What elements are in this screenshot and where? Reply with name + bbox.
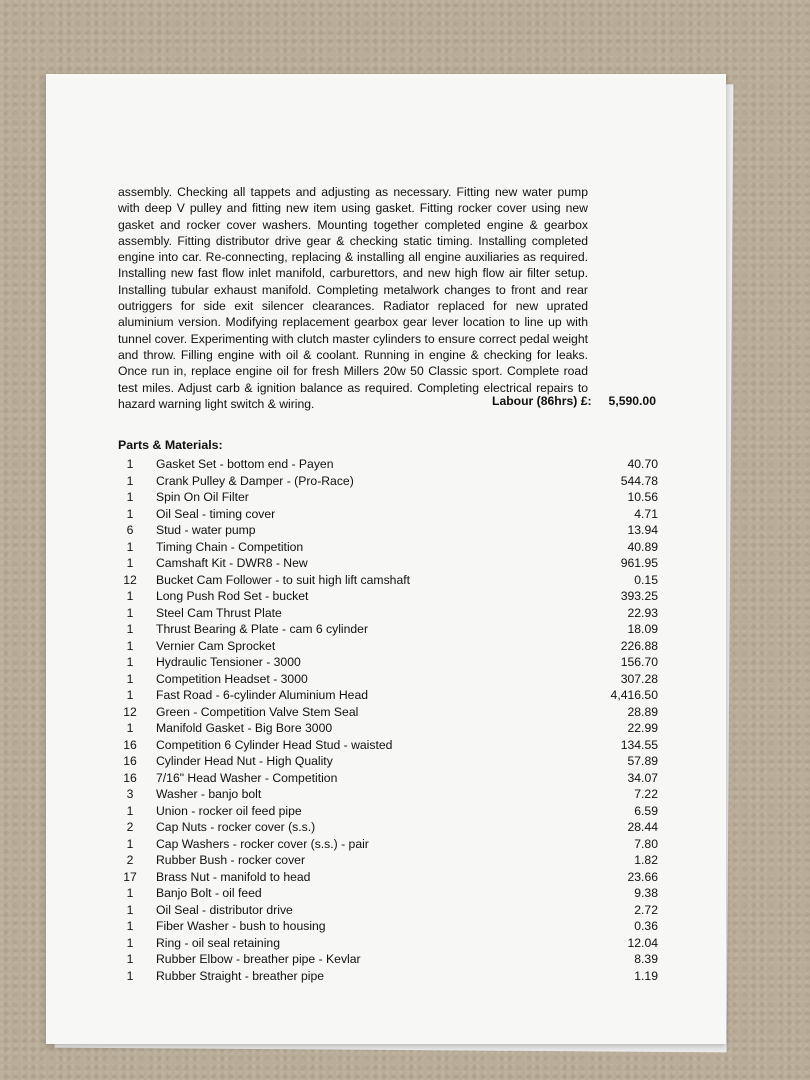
invoice-page	[46, 74, 726, 1044]
part-row	[118, 539, 658, 556]
part-price: 13.94	[627, 523, 658, 537]
part-price: 2.72	[634, 902, 658, 917]
part-price: 4,416.50	[610, 688, 658, 702]
part-price: 28.44	[627, 820, 658, 834]
part-row	[118, 489, 658, 506]
part-description: Rubber Bush - rocker cover	[156, 853, 306, 867]
part-row	[118, 654, 658, 671]
part-price: 307.28	[620, 671, 658, 686]
part-description: Oil Seal - timing cover	[156, 506, 276, 521]
part-row	[118, 836, 658, 853]
part-row	[118, 803, 658, 820]
part-description: Manifold Gasket - Big Bore 3000	[156, 721, 333, 735]
part-qty: 1	[126, 721, 134, 735]
part-row	[118, 671, 658, 688]
part-price: 544.78	[620, 473, 658, 488]
part-row	[118, 572, 658, 589]
part-description: Washer - banjo bolt	[156, 787, 262, 801]
part-price: 134.55	[620, 737, 658, 752]
part-description: Oil Seal - distributor drive	[156, 902, 293, 917]
part-qty: 1	[126, 655, 134, 669]
part-row	[118, 473, 658, 490]
part-row	[118, 456, 658, 473]
part-price: 18.09	[627, 622, 658, 636]
part-row	[118, 506, 658, 523]
part-price: 7.22	[634, 787, 658, 801]
part-qty: 1	[126, 589, 134, 603]
part-row	[118, 753, 658, 770]
part-description: Hydraulic Tensioner - 3000	[156, 655, 301, 669]
part-row	[118, 869, 658, 886]
part-description: 7/16" Head Washer - Competition	[156, 770, 338, 785]
part-price: 28.89	[627, 704, 658, 719]
part-row	[118, 885, 658, 902]
part-description: Cap Nuts - rocker cover (s.s.)	[156, 820, 316, 834]
part-price: 1.82	[634, 853, 658, 867]
part-description: Fiber Washer - bush to housing	[156, 919, 326, 933]
part-qty: 16	[123, 770, 137, 785]
part-description: Competition 6 Cylinder Head Stud - waisted	[156, 737, 393, 752]
part-qty: 1	[126, 457, 134, 471]
part-price: 4.71	[634, 506, 658, 521]
part-description: Brass Nut - manifold to head	[156, 869, 311, 884]
part-price: 22.93	[627, 605, 658, 620]
part-description: Vernier Cam Sprocket	[156, 638, 276, 653]
part-qty: 2	[126, 853, 134, 867]
part-qty: 2	[126, 820, 134, 834]
part-price: 156.70	[620, 655, 658, 669]
part-qty: 1	[126, 539, 134, 554]
part-qty: 1	[126, 473, 134, 488]
part-qty: 1	[126, 688, 134, 702]
part-price: 393.25	[620, 589, 658, 603]
part-description: Long Push Rod Set - bucket	[156, 589, 309, 603]
part-row	[118, 555, 658, 572]
part-qty: 6	[126, 523, 134, 537]
part-price: 23.66	[627, 869, 658, 884]
part-description: Camshaft Kit - DWR8 - New	[156, 556, 308, 570]
part-row	[118, 951, 658, 968]
part-row	[118, 737, 658, 754]
part-qty: 1	[126, 671, 134, 686]
part-description: Cylinder Head Nut - High Quality	[156, 754, 333, 768]
part-qty: 1	[126, 836, 134, 851]
part-qty: 1	[126, 556, 134, 570]
part-qty: 1	[126, 919, 134, 933]
part-description: Banjo Bolt - oil feed	[156, 886, 262, 900]
part-qty: 1	[126, 968, 134, 983]
part-qty: 1	[126, 935, 134, 950]
part-description: Rubber Straight - breather pipe	[156, 968, 325, 983]
part-row	[118, 720, 658, 737]
part-description: Thrust Bearing & Plate - cam 6 cylinder	[156, 622, 369, 636]
part-price: 10.56	[627, 490, 658, 504]
part-price: 34.07	[627, 770, 658, 785]
part-row	[118, 902, 658, 919]
part-row	[118, 687, 658, 704]
part-qty: 12	[123, 704, 137, 719]
part-qty: 1	[126, 638, 134, 653]
part-price: 12.04	[627, 935, 658, 950]
part-qty: 1	[126, 902, 134, 917]
part-price: 8.39	[634, 952, 658, 966]
part-row	[118, 621, 658, 638]
part-row	[118, 522, 658, 539]
part-row	[118, 918, 658, 935]
part-row	[118, 704, 658, 721]
part-qty: 1	[126, 622, 134, 636]
part-qty: 16	[123, 754, 137, 768]
part-qty: 1	[126, 803, 134, 818]
part-description: Crank Pulley & Damper - (Pro-Race)	[156, 473, 354, 488]
part-price: 7.80	[634, 836, 658, 851]
part-description: Union - rocker oil feed pipe	[156, 803, 302, 818]
part-price: 22.99	[627, 721, 658, 735]
part-price: 226.88	[620, 638, 658, 653]
part-row	[118, 588, 658, 605]
part-row	[118, 935, 658, 952]
labour-total	[492, 394, 656, 408]
part-qty: 1	[126, 490, 134, 504]
part-description: Steel Cam Thrust Plate	[156, 605, 282, 620]
part-row	[118, 638, 658, 655]
part-qty: 1	[126, 886, 134, 900]
part-description: Spin On Oil Filter	[156, 490, 249, 504]
part-description: Green - Competition Valve Stem Seal	[156, 704, 359, 719]
part-qty: 1	[126, 605, 134, 620]
part-row	[118, 852, 658, 869]
labour-description: assembly. Checking all tappets and adjusting as necessary. Fitting new water pump with deep V pulley and fitting new item using gasket. Fitting rocker cover using new gasket and rocker cover washers. Mounting together completed engine & gearbox assembly. Fitting distributor drive gear & checking static timing. Installing completed engine into car. Re-connecting, replacing & installing all engine auxiliaries as required. Installing new fast flow inlet manifold, carburettors, and new high flow air filter setup. Installing tubular exhaust manifold. Completing metalwork changes to front and rear outriggers for side exit silencer clearances. Radiator replaced for new uprated aluminium version. Modifying replacement gearbox gear lever location to line up with tunnel cover. Experimenting with clutch master cylinders to ensure correct pedal weight and throw. Filling engine with oil & coolant. Running in engine & checking for leaks. Once run in, replace engine oil for fresh Millers 20w 50 Classic sport. Complete road test miles. Adjust carb & ignition balance as required. Completing electrical repairs to hazard warning light switch & wiring.	[118, 185, 588, 411]
part-price: 0.15	[634, 572, 658, 587]
part-price: 57.89	[627, 754, 658, 768]
part-description: Competition Headset - 3000	[156, 671, 308, 686]
part-qty: 17	[123, 869, 137, 884]
part-price: 1.19	[634, 968, 658, 983]
part-qty: 12	[123, 572, 137, 587]
part-qty: 1	[126, 952, 134, 966]
part-qty: 16	[123, 737, 137, 752]
parts-heading: Parts & Materials:	[118, 438, 223, 452]
part-row	[118, 786, 658, 803]
part-price: 0.36	[634, 919, 658, 933]
labour-total-amount: 5,590.00	[608, 394, 656, 408]
part-description: Timing Chain - Competition	[156, 539, 304, 554]
part-qty: 1	[126, 506, 134, 521]
part-row	[118, 605, 658, 622]
part-price: 40.89	[627, 539, 658, 554]
part-description: Ring - oil seal retaining	[156, 935, 280, 950]
part-description: Bucket Cam Follower - to suit high lift camshaft	[156, 572, 410, 587]
part-qty: 3	[126, 787, 134, 801]
parts-list	[118, 456, 658, 984]
part-description: Cap Washers - rocker cover (s.s.) - pair	[156, 836, 369, 851]
part-price: 6.59	[634, 803, 658, 818]
labour-total-label: Labour (86hrs) £:	[492, 394, 592, 408]
part-row	[118, 819, 658, 836]
part-price: 9.38	[634, 886, 658, 900]
part-description: Fast Road - 6-cylinder Aluminium Head	[156, 688, 369, 702]
part-price: 40.70	[627, 457, 658, 471]
part-description: Stud - water pump	[156, 523, 256, 537]
part-description: Gasket Set - bottom end - Payen	[156, 457, 334, 471]
part-description: Rubber Elbow - breather pipe - Kevlar	[156, 952, 361, 966]
part-row	[118, 968, 658, 985]
part-price: 961.95	[620, 556, 658, 570]
part-row	[118, 770, 658, 787]
